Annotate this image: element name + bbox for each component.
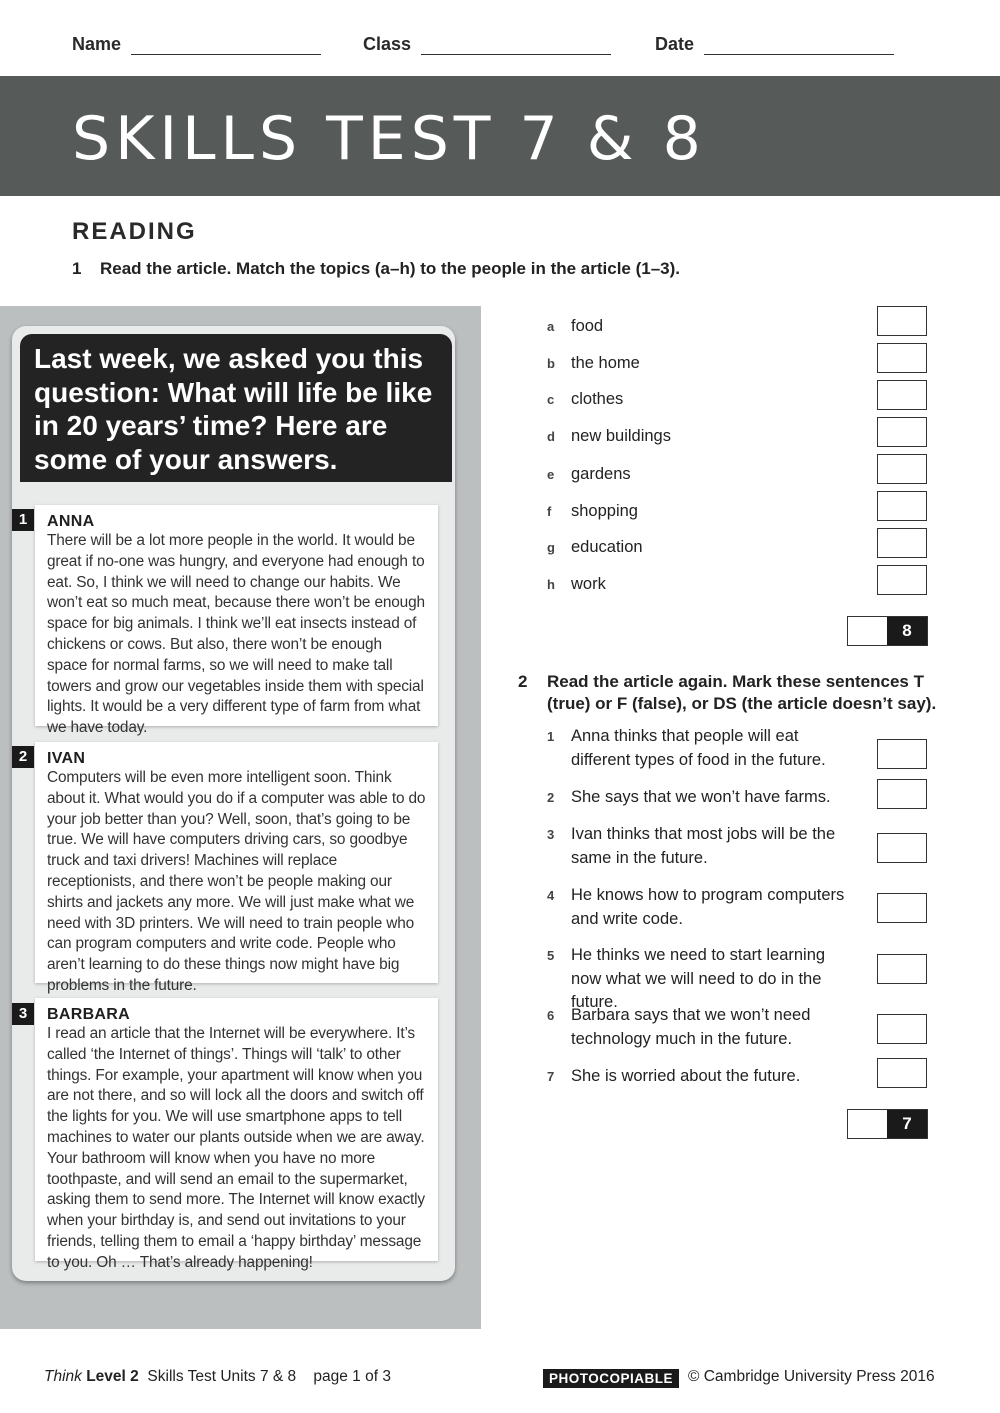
entry-text: Computers will be even more intelligent soon. Think about it. What would you do if a computer was able to do your job better than you? Well, soon, that’s going to be true. We will have computers driving cars, so goodbye truck and taxi drivers! Machines will replace receptionists, and there won’t be people making our shirts and jackets any more. We will just make what we need with 3D printers. We will need to train people who can program computers and write code. People who aren’t learning to do these things now might have big problems in the future. (47, 769, 426, 994)
sentence-item (547, 1004, 847, 1051)
sentence-item (547, 1065, 847, 1089)
section-heading: READING (72, 218, 197, 245)
answer-box[interactable] (877, 1058, 927, 1088)
entry-number: 1 (12, 509, 34, 531)
article-entry-anna (35, 505, 438, 737)
answer-box[interactable] (877, 954, 927, 984)
topic-label: clothes (571, 390, 624, 408)
sentence-item (547, 786, 847, 810)
sentence-text: She is worried about the future. (571, 1067, 801, 1085)
article-entry-ivan (35, 742, 438, 994)
topic-label: education (571, 538, 643, 556)
topic-label: gardens (571, 465, 631, 483)
score-total: 7 (887, 1110, 927, 1138)
exercise-2-number: 2 (518, 672, 528, 691)
exercise-2-text: Read the article again. Mark these sentences T (true) or F (false), or DS (the article doesn’t say). (547, 672, 937, 713)
sentence-text: Ivan thinks that most jobs will be the same in the future. (571, 825, 836, 867)
score-box (847, 1109, 928, 1139)
entry-number: 2 (12, 746, 34, 768)
entry-name: IVAN (47, 750, 86, 767)
class-field (363, 34, 611, 55)
answer-box[interactable] (877, 343, 927, 373)
answer-box[interactable] (877, 306, 927, 336)
score-box (847, 616, 928, 646)
topic-item (547, 427, 671, 446)
topic-letter: e (547, 467, 555, 482)
entry-text: I read an article that the Internet will be everywhere. It’s called ‘the Internet of things’. Things will ‘talk’ to other things. For example, your apartment will know when you are not there, and so will lock all the doors and switch off the lights for you. We will use smartphone apps to tell machines to water our plants outside when we are away. Your bathroom will know when you have no more toothpaste, and will send an email to the supermarket, asking them to send more. The Internet will know exactly when your birthday is, and send out invitations to your friends, telling them to email a ‘happy birthday’ message to you. Oh … That’s already happening! (47, 1025, 425, 1271)
sentence-item (547, 884, 847, 931)
sentence-number: 4 (547, 888, 555, 903)
sentence-text: He knows how to program computers and write code. (571, 886, 845, 928)
name-field (72, 34, 321, 55)
copyright: © Cambridge University Press 2016 (688, 1368, 935, 1385)
topic-label: work (571, 575, 606, 593)
sentence-number: 5 (547, 948, 555, 963)
score-total: 8 (887, 617, 927, 645)
exercise-1-instruction (72, 259, 680, 279)
name-label: Name (72, 34, 122, 54)
answer-box[interactable] (877, 380, 927, 410)
topic-item (547, 538, 643, 557)
answer-box[interactable] (877, 491, 927, 521)
class-label: Class (363, 34, 412, 54)
page-title: SKILLS TEST 7 & 8 (72, 104, 706, 174)
name-input-line[interactable] (131, 37, 321, 55)
answer-box[interactable] (877, 779, 927, 809)
sentence-number: 7 (547, 1069, 555, 1084)
sentence-text: He thinks we need to start learning now what we will need to do in the future. (571, 946, 826, 1011)
date-label: Date (655, 34, 695, 54)
topic-letter: f (547, 504, 552, 519)
sentence-item (547, 823, 847, 870)
test-name: Skills Test Units 7 & 8 (147, 1368, 297, 1385)
book-level: Level 2 (86, 1368, 139, 1385)
article-entry-barbara (35, 998, 438, 1271)
answer-box[interactable] (877, 565, 927, 595)
answer-box[interactable] (877, 833, 927, 863)
sentence-number: 2 (547, 790, 555, 805)
sentence-text: Barbara says that we won’t need technology much in the future. (571, 1006, 811, 1048)
sentence-text: She says that we won’t have farms. (571, 788, 831, 806)
topic-label: new buildings (571, 427, 671, 445)
article-heading: Last week, we asked you this question: What will life be like in 20 years’ time? Here are some of your answers. (20, 334, 452, 482)
topic-letter: g (547, 540, 555, 555)
topic-label: food (571, 317, 604, 335)
entry-text: There will be a lot more people in the world. It would be great if no-one was hungry, and everyone had enough to eat. So, I think we will need to change our habits. We won’t eat so much meat, because there won’t be enough space for big animals. I think we’ll eat insects instead of chickens or cows. But also, there won’t be enough space for normal farms, so we will need to make tall towers and grow our vegetables inside them with special lights. It would be a very different type of farm from what we have today. (47, 532, 425, 737)
exercise-2-instruction (518, 671, 938, 715)
topic-letter: b (547, 356, 555, 371)
answer-box[interactable] (877, 893, 927, 923)
topic-item (547, 465, 631, 484)
topic-letter: h (547, 577, 555, 592)
entry-number: 3 (12, 1003, 34, 1025)
topic-item (547, 390, 623, 409)
topic-letter: d (547, 429, 555, 444)
topic-letter: a (547, 319, 555, 334)
topic-item (547, 502, 638, 521)
exercise-1-text: Read the article. Match the topics (a–h) to the people in the article (1–3). (100, 259, 681, 278)
sentence-text: Anna thinks that people will eat different types of food in the future. (571, 727, 826, 769)
topic-item (547, 317, 603, 336)
answer-box[interactable] (877, 417, 927, 447)
footer-info (44, 1368, 391, 1386)
sentence-item (547, 725, 847, 772)
topic-label: shopping (571, 502, 638, 520)
topic-item (547, 575, 606, 594)
answer-box[interactable] (877, 454, 927, 484)
answer-box[interactable] (877, 1014, 927, 1044)
date-input-line[interactable] (704, 37, 894, 55)
topic-item (547, 354, 640, 373)
title-band (0, 76, 1000, 196)
entry-name: ANNA (47, 513, 95, 530)
sentence-number: 6 (547, 1008, 555, 1023)
exercise-1-number: 1 (72, 259, 82, 278)
class-input-line[interactable] (421, 37, 611, 55)
entry-name: BARBARA (47, 1006, 130, 1023)
topic-label: the home (571, 354, 640, 372)
answer-box[interactable] (877, 739, 927, 769)
answer-box[interactable] (877, 528, 927, 558)
topic-letter: c (547, 392, 555, 407)
sentence-number: 1 (547, 729, 555, 744)
page-number: page 1 of 3 (313, 1368, 391, 1385)
date-field (655, 34, 894, 55)
book-title: Think (44, 1368, 82, 1385)
photocopiable-badge: PHOTOCOPIABLE (543, 1369, 679, 1388)
sentence-number: 3 (547, 827, 555, 842)
